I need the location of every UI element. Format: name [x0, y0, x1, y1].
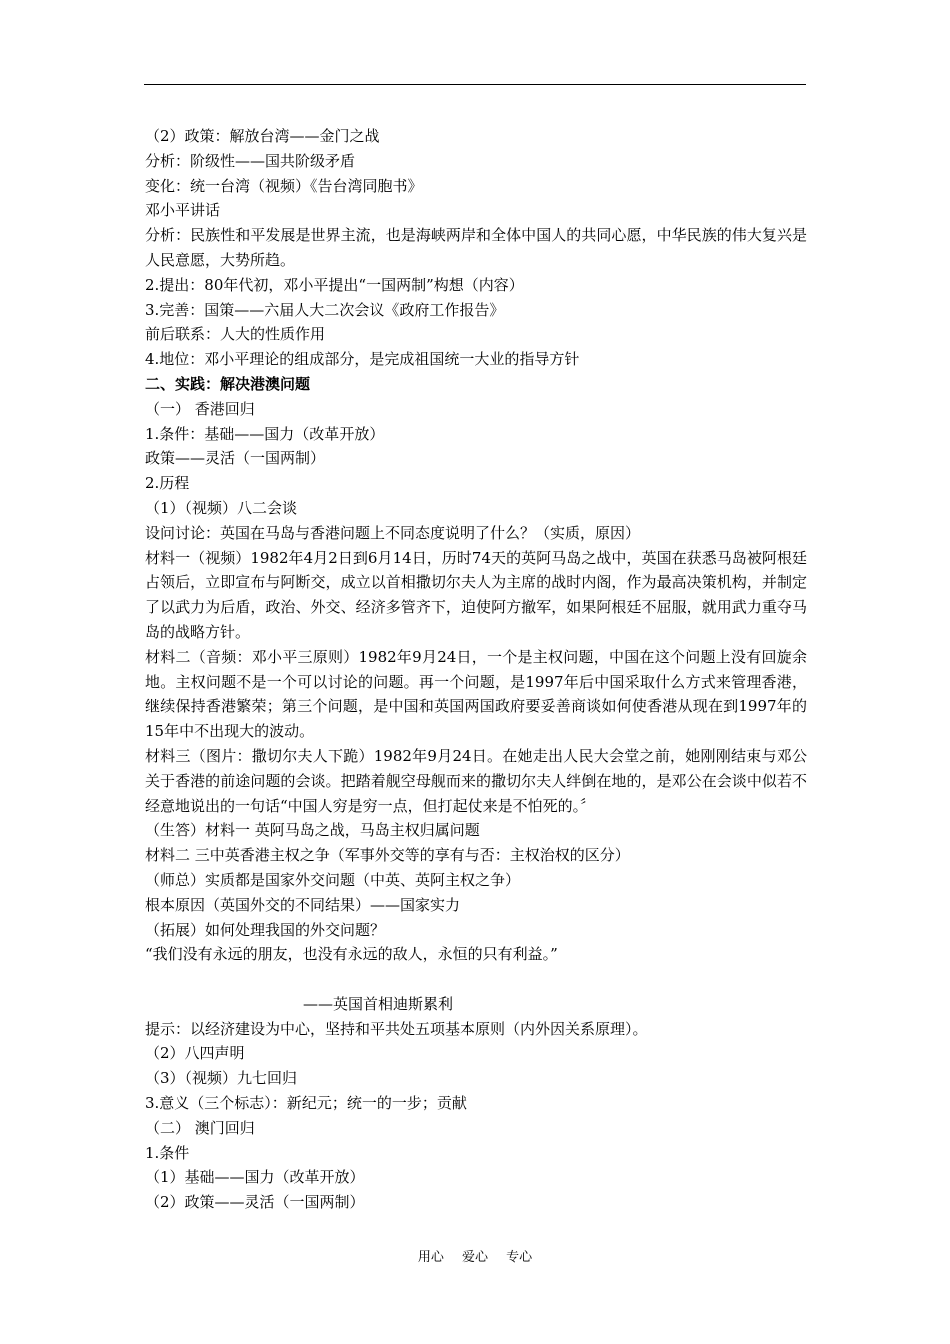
header-rule [144, 84, 806, 85]
text-line: 1.条件 [145, 1143, 190, 1162]
text-line: 4.地位：邓小平理论的组成部分，是完成祖国统一大业的指导方针 [145, 350, 580, 369]
text-line: （1）（视频）八二会谈 [145, 498, 298, 517]
quote-line: “我们没有永远的朋友，也没有永远的敌人，永恒的只有利益。” [145, 945, 558, 964]
text-line: （二） 澳门回归 [145, 1118, 255, 1137]
quote-attribution: ——英国首相迪斯累利 [303, 994, 454, 1013]
text-line: 政策——灵活（一国两制） [145, 449, 326, 468]
text-line: （1）基础——国力（改革开放） [145, 1168, 365, 1187]
text-line: （2）政策——灵活（一国两制） [145, 1193, 365, 1212]
page-footer: 用心 爱心 专心 [417, 1250, 533, 1265]
body-text [145, 124, 807, 1215]
section-heading: 二、实践：解决港澳问题 [145, 374, 311, 393]
text-line: 分析：阶级性——国共阶级矛盾 [145, 151, 356, 170]
text-line: 变化：统一台湾（视频）《告台湾同胞书》 [145, 176, 423, 195]
text-line: （拓展）如何处理我国的外交问题？ [145, 920, 386, 939]
text-line: 2.历程 [145, 474, 190, 493]
text-line: （师总）实质都是国家外交问题（中英、英阿主权之争） [145, 870, 521, 889]
text-line: （2）政策：解放台湾——金门之战 [145, 127, 380, 145]
text-line: 材料二 三中英香港主权之争（军事外交等的享有与否：主权治权的区分） [145, 846, 630, 865]
text-line: 前后联系：人大的性质作用 [145, 325, 326, 344]
text-line: （3）（视频）九七回归 [145, 1069, 298, 1088]
text-paragraph: 分析：民族性和平发展是世界主流，也是海峡两岸和全体中国人的共同心愿，中华民族的伟大复兴是人民意愿，大势所趋。 [145, 226, 807, 269]
text-line: 1.条件：基础——国力（改革开放） [145, 424, 385, 443]
material-one-paragraph: 材料一（视频）1982年4月2日到6月14日，历时74天的英阿马岛之战中，英国在获悉马岛被阿根廷占领后，立即宣布与阿断交，成立以首相撒切尔夫人为主席的战时内阁，作为最高决策机构，并制定了以武力为后盾，政治、外交、经济多管齐下，迫使阿方撤军，如果阿根廷不屈服，就用武力重夺马岛的战略方针。 [145, 548, 807, 641]
material-three-paragraph: 材料三（图片：撒切尔夫人下跪）1982年9月24日。在她走出人民大会堂之前，她刚刚结束与邓公关于香港的前途问题的会谈。把踏着舰空母舰而来的撒切尔夫人绊倒在地的，是邓公在会谈中似若不经意地说出的一句话“中国人穷是穷一点，但打起仗来是不怕死的。〞 [145, 746, 807, 815]
text-line: 2.提出：80年代初，邓小平提出“一国两制”构想（内容） [145, 275, 524, 294]
text-line: 根本原因（英国外交的不同结果）——国家实力 [145, 895, 461, 914]
text-line: 提示：以经济建设为中心，坚持和平共处五项基本原则（内外因关系原理）。 [145, 1019, 648, 1038]
text-line: 邓小平讲话 [145, 201, 221, 220]
text-line: （一） 香港回归 [145, 399, 255, 418]
text-line: 3.完善：国策——六届人大二次会议《政府工作报告》 [145, 300, 505, 319]
text-line: （生答）材料一 英阿马岛之战，马岛主权归属问题 [145, 821, 480, 840]
text-line: 3.意义（三个标志）：新纪元；统一的一步；贡献 [145, 1094, 467, 1113]
material-two-paragraph: 材料二（音频：邓小平三原则）1982年9月24日，一个是主权问题，中国在这个问题上没有回旋余地。主权问题不是一个可以讨论的问题。再一个问题，是1997年后中国采取什么方式来管理香港，继续保持香港繁荣；第三个问题，是中国和英国两国政府要妥善商谈如何使香港从现在到1997年的15年中不出现大的波动。 [145, 647, 807, 741]
blank-line [145, 967, 807, 992]
text-line: （2）八四声明 [145, 1044, 245, 1063]
text-line: 设问讨论：英国在马岛与香港问题上不同态度说明了什么？（实质，原因） [145, 523, 641, 542]
